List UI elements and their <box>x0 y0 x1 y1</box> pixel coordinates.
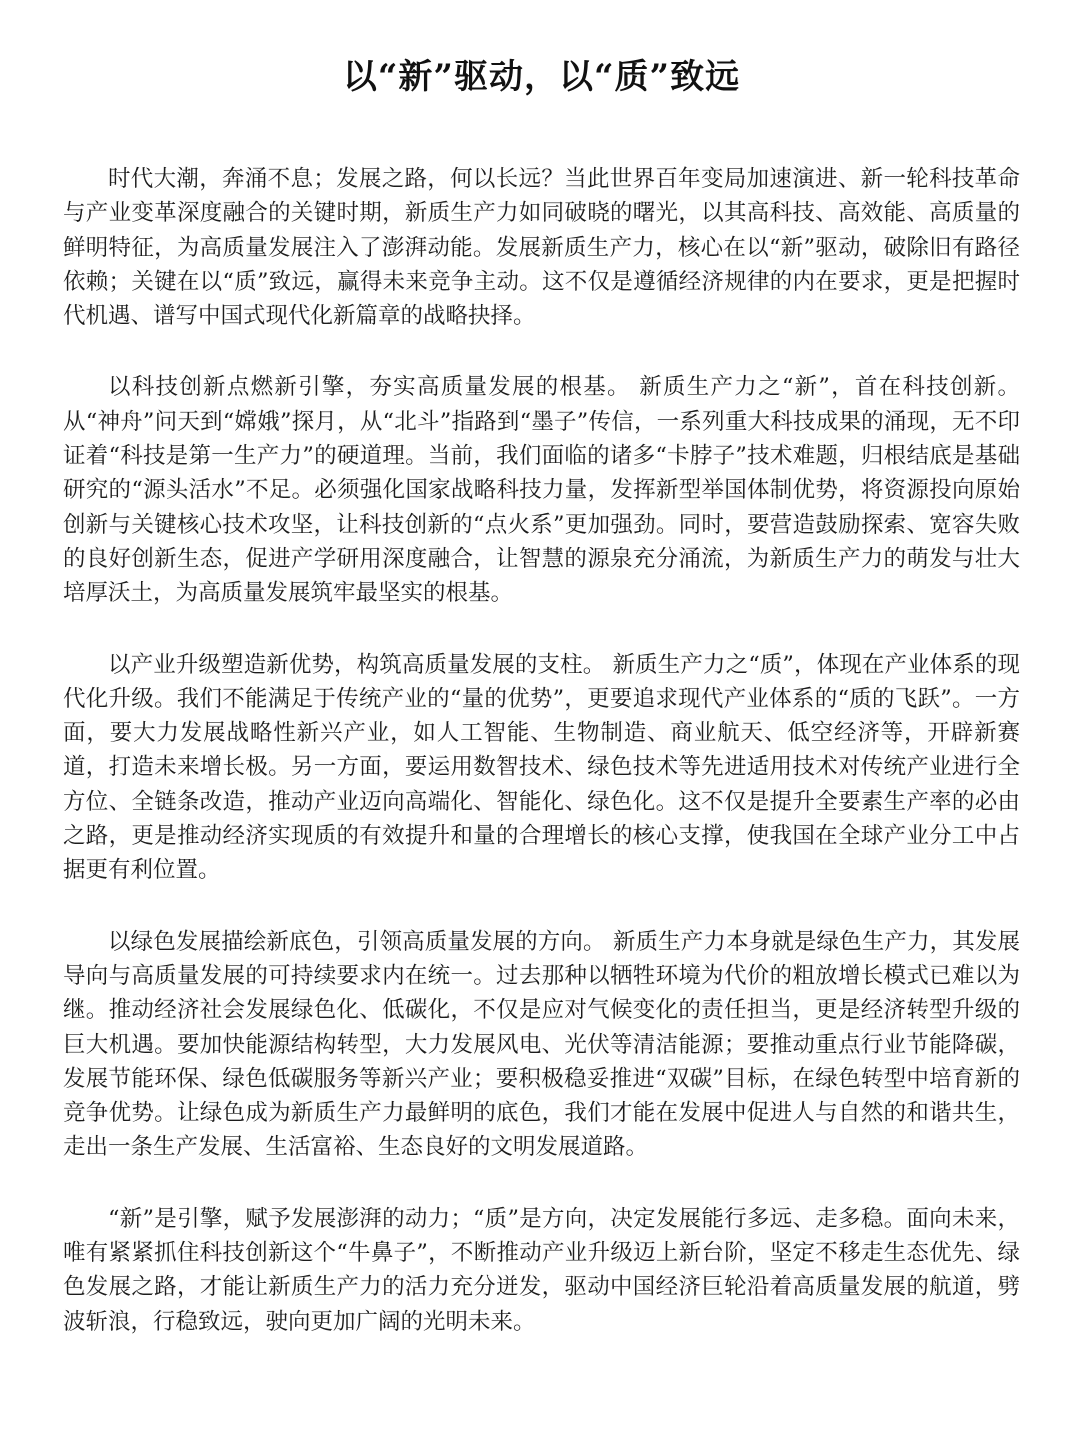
article-title: 以“新”驱动，以“质”致远 <box>342 57 741 97</box>
paragraph-conclusion: “新”是引擎，赋予发展澎湃的动力；“质”是方向，决定发展能行多远、走多稳。面向未来，唯有紧紧抓住科技创新这个“牛鼻子”，不断推动产业升级迈上新台阶，坚定不移走生态优先、绿色发展之路，才能让新质生产力的活力充分迸发，驱动中国经济巨轮沿着高质量发展的航道，劈波斩浪，行稳致远，驶向更加广阔的光明未来。 <box>63 1205 1020 1335</box>
paragraph-industry-upgrade: 以产业升级塑造新优势，构筑高质量发展的支柱。 新质生产力之“质”，体现在产业体系的现代化升级。我们不能满足于传统产业的“量的优势”，更要追求现代产业体系的“质的飞跃”。一方面，要大力发展战略性新兴产业，如人工智能、生物制造、商业航天、低空经济等，开辟新赛道，打造未来增长极。另一方面，要运用数智技术、绿色技术等先进适用技术对传统产业进行全方位、全链条改造，推动产业迈向高端化、智能化、绿色化。这不仅是提升全要素生产率的必由之路，更是推动经济实现质的有效提升和量的合理增长的核心支撑，使我国在全球产业分工中占据更有利位置。 <box>63 651 1020 884</box>
article-body <box>63 162 1020 1339</box>
paragraph-green-development: 以绿色发展描绘新底色，引领高质量发展的方向。 新质生产力本身就是绿色生产力，其发展导向与高质量发展的可持续要求内在统一。过去那种以牺牲环境为代价的粗放增长模式已难以为继。推动经济社会发展绿色化、低碳化，不仅是应对气候变化的责任担当，更是经济转型升级的巨大机遇。要加快能源结构转型，大力发展风电、光伏等清洁能源；要推动重点行业节能降碳，发展节能环保、绿色低碳服务等新兴产业；要积极稳妥推进“双碳”目标，在绿色转型中培育新的竞争优势。让绿色成为新质生产力最鲜明的底色，我们才能在发展中促进人与自然的和谐共生，走出一条生产发展、生活富裕、生态良好的文明发展道路。 <box>63 928 1020 1161</box>
paragraph-intro: 时代大潮，奔涌不息；发展之路，何以长远？当此世界百年变局加速演进、新一轮科技革命与产业变革深度融合的关键时期，新质生产力如同破晓的曙光，以其高科技、高效能、高质量的鲜明特征，为高质量发展注入了澎湃动能。发展新质生产力，核心在以“新”驱动，破除旧有路径依赖；关键在以“质”致远，赢得未来竞争主动。这不仅是遵循经济规律的内在要求，更是把握时代机遇、谱写中国式现代化新篇章的战略抉择。 <box>63 166 1020 330</box>
paragraph-tech-innovation: 以科技创新点燃新引擎，夯实高质量发展的根基。 新质生产力之“新”，首在科技创新。从“神舟”问天到“嫦娥”探月，从“北斗”指路到“墨子”传信，一系列重大科技成果的涌现，无不印证着“科技是第一生产力”的硬道理。当前，我们面临的诸多“卡脖子”技术难题，归根结底是基础研究的“源头活水”不足。必须强化国家战略科技力量，发挥新型举国体制优势，将资源投向原始创新与关键核心技术攻坚，让科技创新的“点火系”更加强劲。同时，要营造鼓励探索、宽容失败的良好创新生态，促进产学研用深度融合，让智慧的源泉充分涌流，为新质生产力的萌发与壮大培厚沃土，为高质量发展筑牢最坚实的根基。 <box>63 374 1020 607</box>
